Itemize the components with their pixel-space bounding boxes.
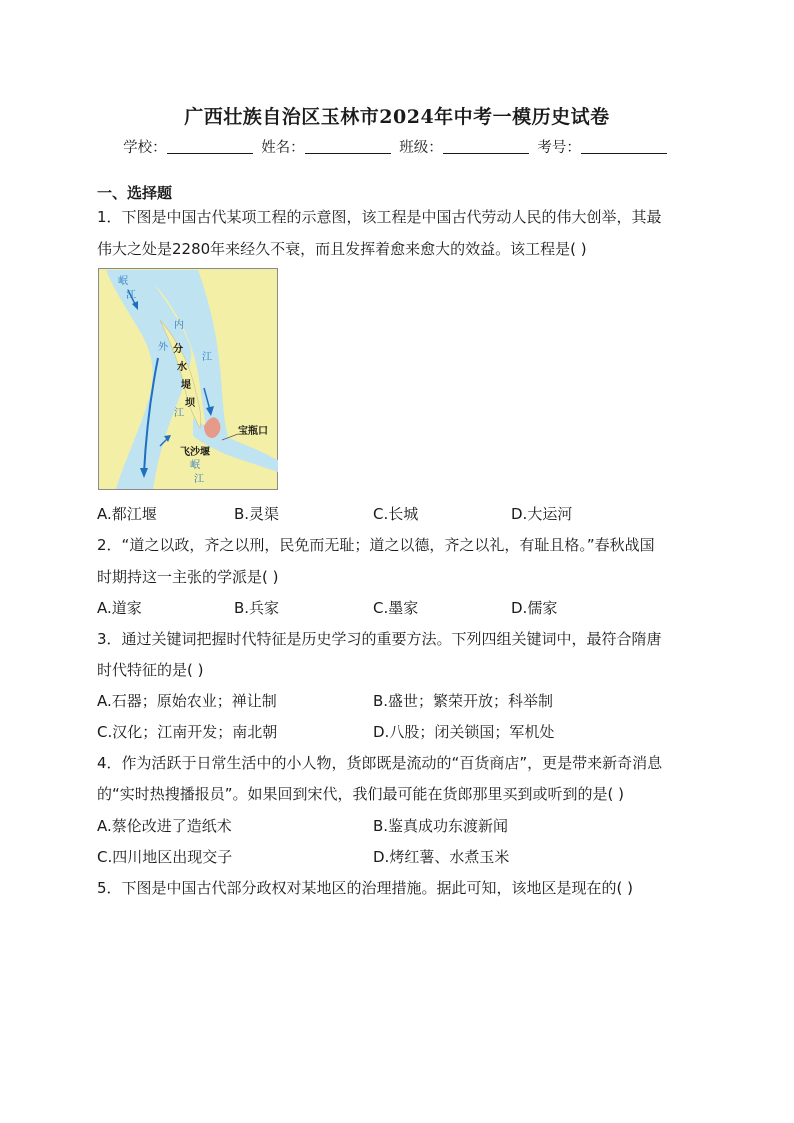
question-2-option-c[interactable]: C.墨家 [373,599,419,617]
dujiangyan-map-svg [98,268,278,490]
label-fenshui-2: 水 [177,362,187,373]
question-1-line-2: 伟大之处是2280年来经久不衰，而且发挥着愈来愈大的效益。该工程是( ) [97,240,587,258]
question-4-option-b[interactable]: B.鉴真成功东渡新闻 [373,817,509,835]
page-title: 广西壮族自治区玉林市2024年中考一模历史试卷 [184,106,610,128]
label-fenshui-3: 堤 [181,380,191,391]
dujiangyan-map [98,268,278,490]
label-minjiang-top-1: 岷 [118,276,128,287]
question-1-option-d[interactable]: D.大运河 [511,505,573,523]
label-waijiang-2: 江 [174,408,184,419]
label-fenshui-4: 坝 [185,398,195,409]
label-minjiang-top-2: 江 [126,290,136,301]
name-blank[interactable] [305,139,391,154]
question-4-option-d[interactable]: D.烤红薯、水煮玉米 [373,848,510,866]
question-2-line-1: 2．“道之以政，齐之以刑，民免而无耻；道之以德，齐之以礼，有耻且格。”春秋战国 [97,536,655,554]
school-label: 学校： [123,140,167,156]
question-5-line-1: 5．下图是中国古代部分政权对某地区的治理措施。据此可知，该地区是现在的( ) [97,879,634,897]
label-baopingkou: 宝瓶口 [238,426,268,437]
question-1-option-b[interactable]: B.灵渠 [234,505,280,523]
class-blank[interactable] [443,139,529,154]
student-info-row [0,136,794,157]
question-3-line-2: 时代特征的是( ) [97,661,204,679]
exam-number-blank[interactable] [581,139,667,154]
question-3-line-1: 3．通过关键词把握时代特征是历史学习的重要方法。下列四组关键词中，最符合隋唐 [97,630,662,648]
question-3-option-b[interactable]: B.盛世；繁荣开放；科举制 [373,692,554,710]
question-4-line-1: 4．作为活跃于日常生活中的小人物，货郎既是流动的“百货商店”，更是带来新奇消息 [97,754,663,772]
question-4-option-a[interactable]: A.蔡伦改进了造纸术 [97,817,232,835]
label-minjiang-bottom-1: 岷 [190,460,200,471]
question-3-option-c[interactable]: C.汉化；江南开发；南北朝 [97,723,278,741]
label-neijiang-1: 内 [174,320,184,331]
question-4-line-2: 的“实时热搜播报员”。如果回到宋代，我们最可能在货郎那里买到或听到的是( ) [97,785,625,803]
question-1-option-a[interactable]: A.都江堰 [97,505,157,523]
section-title: 一、选择题 [97,184,173,202]
question-2-option-d[interactable]: D.儒家 [511,599,558,617]
question-4-option-c[interactable]: C.四川地区出现交子 [97,848,233,866]
class-label: 班级： [399,140,443,156]
label-waijiang-1: 外 [158,342,168,353]
question-2-option-b[interactable]: B.兵家 [234,599,280,617]
question-3-option-a[interactable]: A.石器；原始农业；禅让制 [97,692,277,710]
label-neijiang-2: 江 [202,352,212,363]
name-label: 姓名： [261,140,305,156]
label-minjiang-bottom-2: 江 [194,474,204,485]
school-blank[interactable] [167,139,253,154]
question-1-line-1: 1．下图是中国古代某项工程的示意图，该工程是中国古代劳动人民的伟大创举，其最 [97,208,662,226]
label-fenshui-1: 分 [173,344,183,355]
question-2-line-2: 时期持这一主张的学派是( ) [97,568,279,586]
question-2-option-a[interactable]: A.道家 [97,599,142,617]
label-feishayan: 飞沙堰 [180,447,210,458]
exam-number-label: 考号： [537,140,581,156]
question-1-option-c[interactable]: C.长城 [373,505,419,523]
question-3-option-d[interactable]: D.八股；闭关锁国；军机处 [373,723,555,741]
